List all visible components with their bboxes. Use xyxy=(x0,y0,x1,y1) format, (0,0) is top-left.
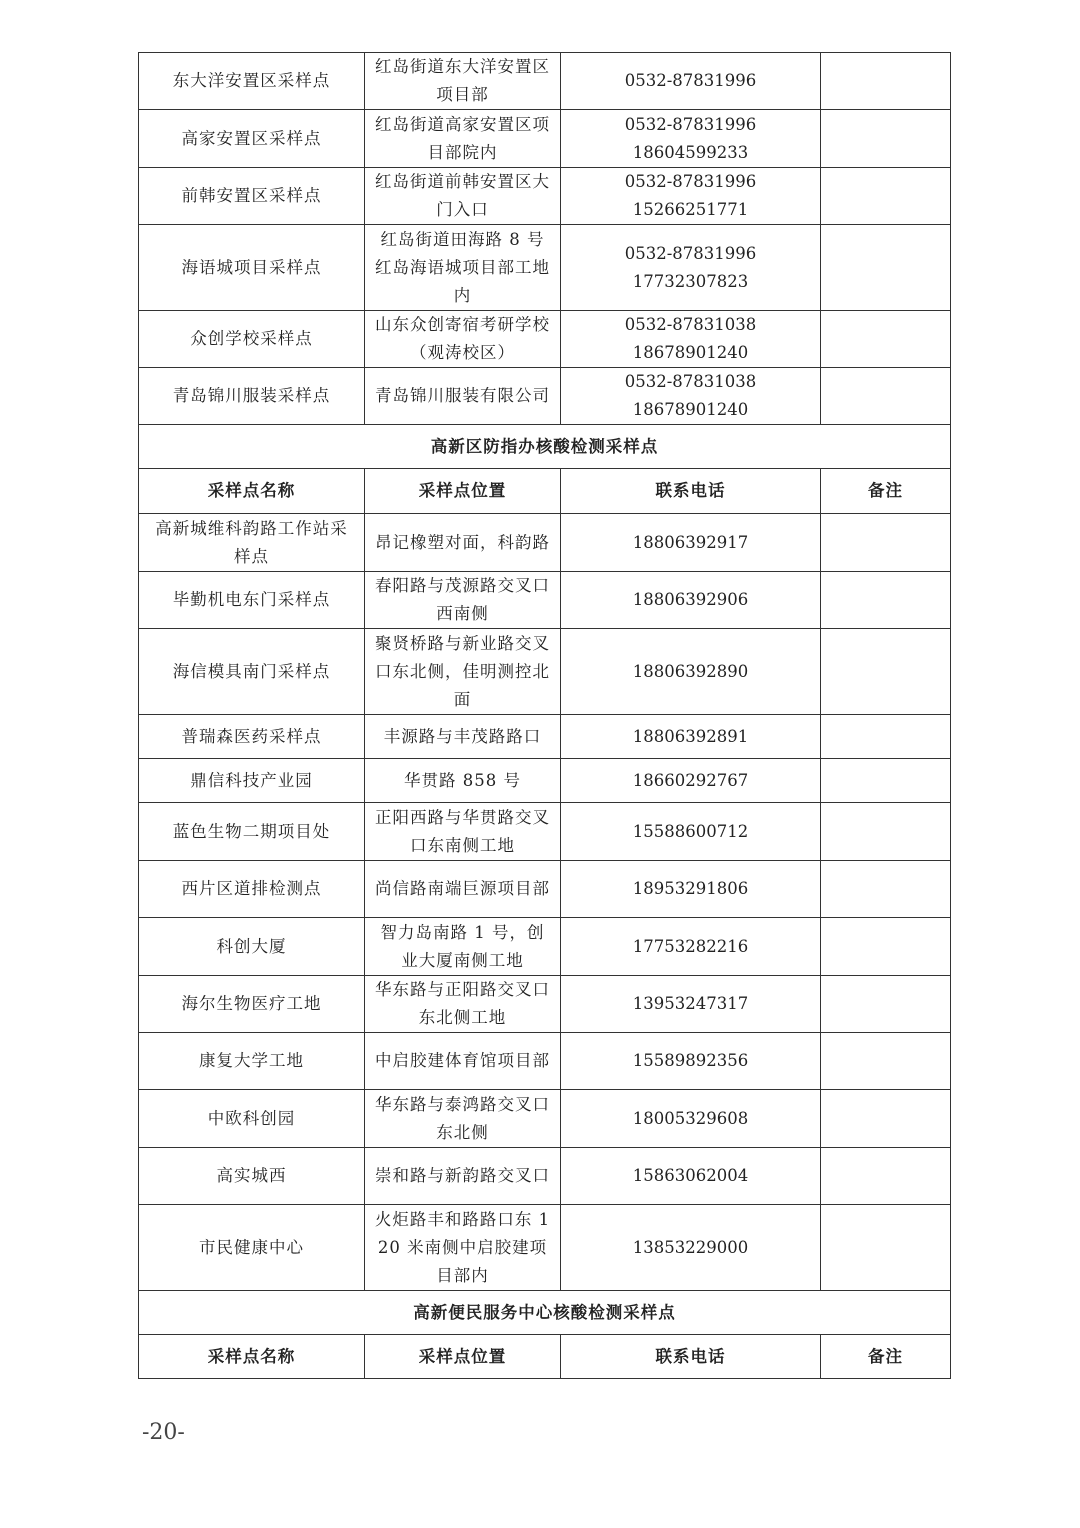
contact-phone-cell: 18806392890 xyxy=(561,629,821,715)
site-name-cell: 前韩安置区采样点 xyxy=(139,168,365,225)
header-site-location: 采样点位置 xyxy=(365,1335,561,1379)
site-location-cell: 红岛街道高家安置区项目部院内 xyxy=(365,110,561,168)
site-name-cell: 海信模具南门采样点 xyxy=(139,629,365,715)
contact-phone-cell: 0532-87831996 17732307823 xyxy=(561,225,821,311)
contact-phone-cell: 15588600712 xyxy=(561,803,821,861)
section-title: 高新便民服务中心核酸检测采样点 xyxy=(139,1291,951,1335)
site-location-cell: 红岛街道东大洋安置区项目部 xyxy=(365,53,561,110)
remarks-cell xyxy=(821,918,951,976)
site-location-cell: 丰源路与丰茂路路口 xyxy=(365,715,561,759)
site-name-cell: 科创大厦 xyxy=(139,918,365,976)
site-location-cell: 聚贤桥路与新业路交叉口东北侧，佳明测控北面 xyxy=(365,629,561,715)
header-site-name: 采样点名称 xyxy=(139,1335,365,1379)
site-name-cell: 东大洋安置区采样点 xyxy=(139,53,365,110)
remarks-cell xyxy=(821,225,951,311)
contact-phone-cell: 0532-87831996 xyxy=(561,53,821,110)
remarks-cell xyxy=(821,715,951,759)
site-location-cell: 崇和路与新韵路交叉口 xyxy=(365,1148,561,1205)
header-remarks: 备注 xyxy=(821,469,951,514)
remarks-cell xyxy=(821,1205,951,1291)
contact-phone-cell: 0532-87831996 18604599233 xyxy=(561,110,821,168)
contact-phone-cell: 13953247317 xyxy=(561,976,821,1033)
table-row xyxy=(139,368,951,425)
remarks-cell xyxy=(821,110,951,168)
site-location-cell: 智力岛南路 1 号，创业大厦南侧工地 xyxy=(365,918,561,976)
site-name-cell: 海语城项目采样点 xyxy=(139,225,365,311)
site-location-cell: 尚信路南端巨源项目部 xyxy=(365,861,561,918)
remarks-cell xyxy=(821,53,951,110)
site-location-cell: 中启胶建体育馆项目部 xyxy=(365,1033,561,1090)
sampling-points-table xyxy=(138,52,951,1379)
site-location-cell: 华东路与正阳路交叉口东北侧工地 xyxy=(365,976,561,1033)
remarks-cell xyxy=(821,168,951,225)
table-row xyxy=(139,976,951,1033)
table-row xyxy=(139,1090,951,1148)
table-row xyxy=(139,311,951,368)
table-row xyxy=(139,759,951,803)
contact-phone-cell: 18953291806 xyxy=(561,861,821,918)
site-name-cell: 市民健康中心 xyxy=(139,1205,365,1291)
remarks-cell xyxy=(821,311,951,368)
remarks-cell xyxy=(821,1033,951,1090)
site-location-cell: 山东众创寄宿考研学校（观涛校区） xyxy=(365,311,561,368)
site-location-cell: 青岛锦川服装有限公司 xyxy=(365,368,561,425)
table-body xyxy=(139,53,951,1379)
site-name-cell: 高实城西 xyxy=(139,1148,365,1205)
header-contact-phone: 联系电话 xyxy=(561,1335,821,1379)
remarks-cell xyxy=(821,803,951,861)
table-row xyxy=(139,53,951,110)
remarks-cell xyxy=(821,976,951,1033)
contact-phone-cell: 18005329608 xyxy=(561,1090,821,1148)
site-name-cell: 高新城维科韵路工作站采样点 xyxy=(139,514,365,572)
section-title-row xyxy=(139,425,951,469)
table-row xyxy=(139,1205,951,1291)
site-name-cell: 西片区道排检测点 xyxy=(139,861,365,918)
site-name-cell: 青岛锦川服装采样点 xyxy=(139,368,365,425)
contact-phone-cell: 15863062004 xyxy=(561,1148,821,1205)
remarks-cell xyxy=(821,514,951,572)
table-row xyxy=(139,629,951,715)
remarks-cell xyxy=(821,759,951,803)
table-row xyxy=(139,225,951,311)
site-location-cell: 红岛街道田海路 8 号红岛海语城项目部工地内 xyxy=(365,225,561,311)
contact-phone-cell: 18660292767 xyxy=(561,759,821,803)
column-header-row xyxy=(139,469,951,514)
header-remarks: 备注 xyxy=(821,1335,951,1379)
table-row xyxy=(139,803,951,861)
site-location-cell: 春阳路与茂源路交叉口西南侧 xyxy=(365,572,561,629)
site-location-cell: 火炬路丰和路路口东 120 米南侧中启胶建项目部内 xyxy=(365,1205,561,1291)
contact-phone-cell: 18806392906 xyxy=(561,572,821,629)
site-name-cell: 高家安置区采样点 xyxy=(139,110,365,168)
site-location-cell: 昂记橡塑对面，科韵路 xyxy=(365,514,561,572)
site-name-cell: 中欧科创园 xyxy=(139,1090,365,1148)
contact-phone-cell: 13853229000 xyxy=(561,1205,821,1291)
site-name-cell: 毕勤机电东门采样点 xyxy=(139,572,365,629)
site-name-cell: 蓝色生物二期项目处 xyxy=(139,803,365,861)
table-row xyxy=(139,572,951,629)
page-number: -20- xyxy=(142,1420,185,1445)
site-location-cell: 华贯路 858 号 xyxy=(365,759,561,803)
table-row xyxy=(139,1033,951,1090)
table-row xyxy=(139,1148,951,1205)
contact-phone-cell: 0532-87831038 18678901240 xyxy=(561,368,821,425)
header-contact-phone: 联系电话 xyxy=(561,469,821,514)
contact-phone-cell: 15589892356 xyxy=(561,1033,821,1090)
section-title: 高新区防指办核酸检测采样点 xyxy=(139,425,951,469)
site-location-cell: 红岛街道前韩安置区大门入口 xyxy=(365,168,561,225)
remarks-cell xyxy=(821,572,951,629)
remarks-cell xyxy=(821,861,951,918)
site-name-cell: 康复大学工地 xyxy=(139,1033,365,1090)
site-location-cell: 正阳西路与华贯路交叉口东南侧工地 xyxy=(365,803,561,861)
column-header-row xyxy=(139,1335,951,1379)
contact-phone-cell: 17753282216 xyxy=(561,918,821,976)
table-row xyxy=(139,918,951,976)
table-row xyxy=(139,110,951,168)
site-name-cell: 众创学校采样点 xyxy=(139,311,365,368)
contact-phone-cell: 18806392917 xyxy=(561,514,821,572)
contact-phone-cell: 18806392891 xyxy=(561,715,821,759)
section-title-row xyxy=(139,1291,951,1335)
remarks-cell xyxy=(821,629,951,715)
remarks-cell xyxy=(821,1148,951,1205)
remarks-cell xyxy=(821,368,951,425)
table-row xyxy=(139,715,951,759)
table-row xyxy=(139,514,951,572)
site-name-cell: 普瑞森医药采样点 xyxy=(139,715,365,759)
site-location-cell: 华东路与泰鸿路交叉口东北侧 xyxy=(365,1090,561,1148)
header-site-location: 采样点位置 xyxy=(365,469,561,514)
header-site-name: 采样点名称 xyxy=(139,469,365,514)
site-name-cell: 鼎信科技产业园 xyxy=(139,759,365,803)
site-name-cell: 海尔生物医疗工地 xyxy=(139,976,365,1033)
contact-phone-cell: 0532-87831038 18678901240 xyxy=(561,311,821,368)
contact-phone-cell: 0532-87831996 15266251771 xyxy=(561,168,821,225)
table-row xyxy=(139,168,951,225)
table-row xyxy=(139,861,951,918)
remarks-cell xyxy=(821,1090,951,1148)
